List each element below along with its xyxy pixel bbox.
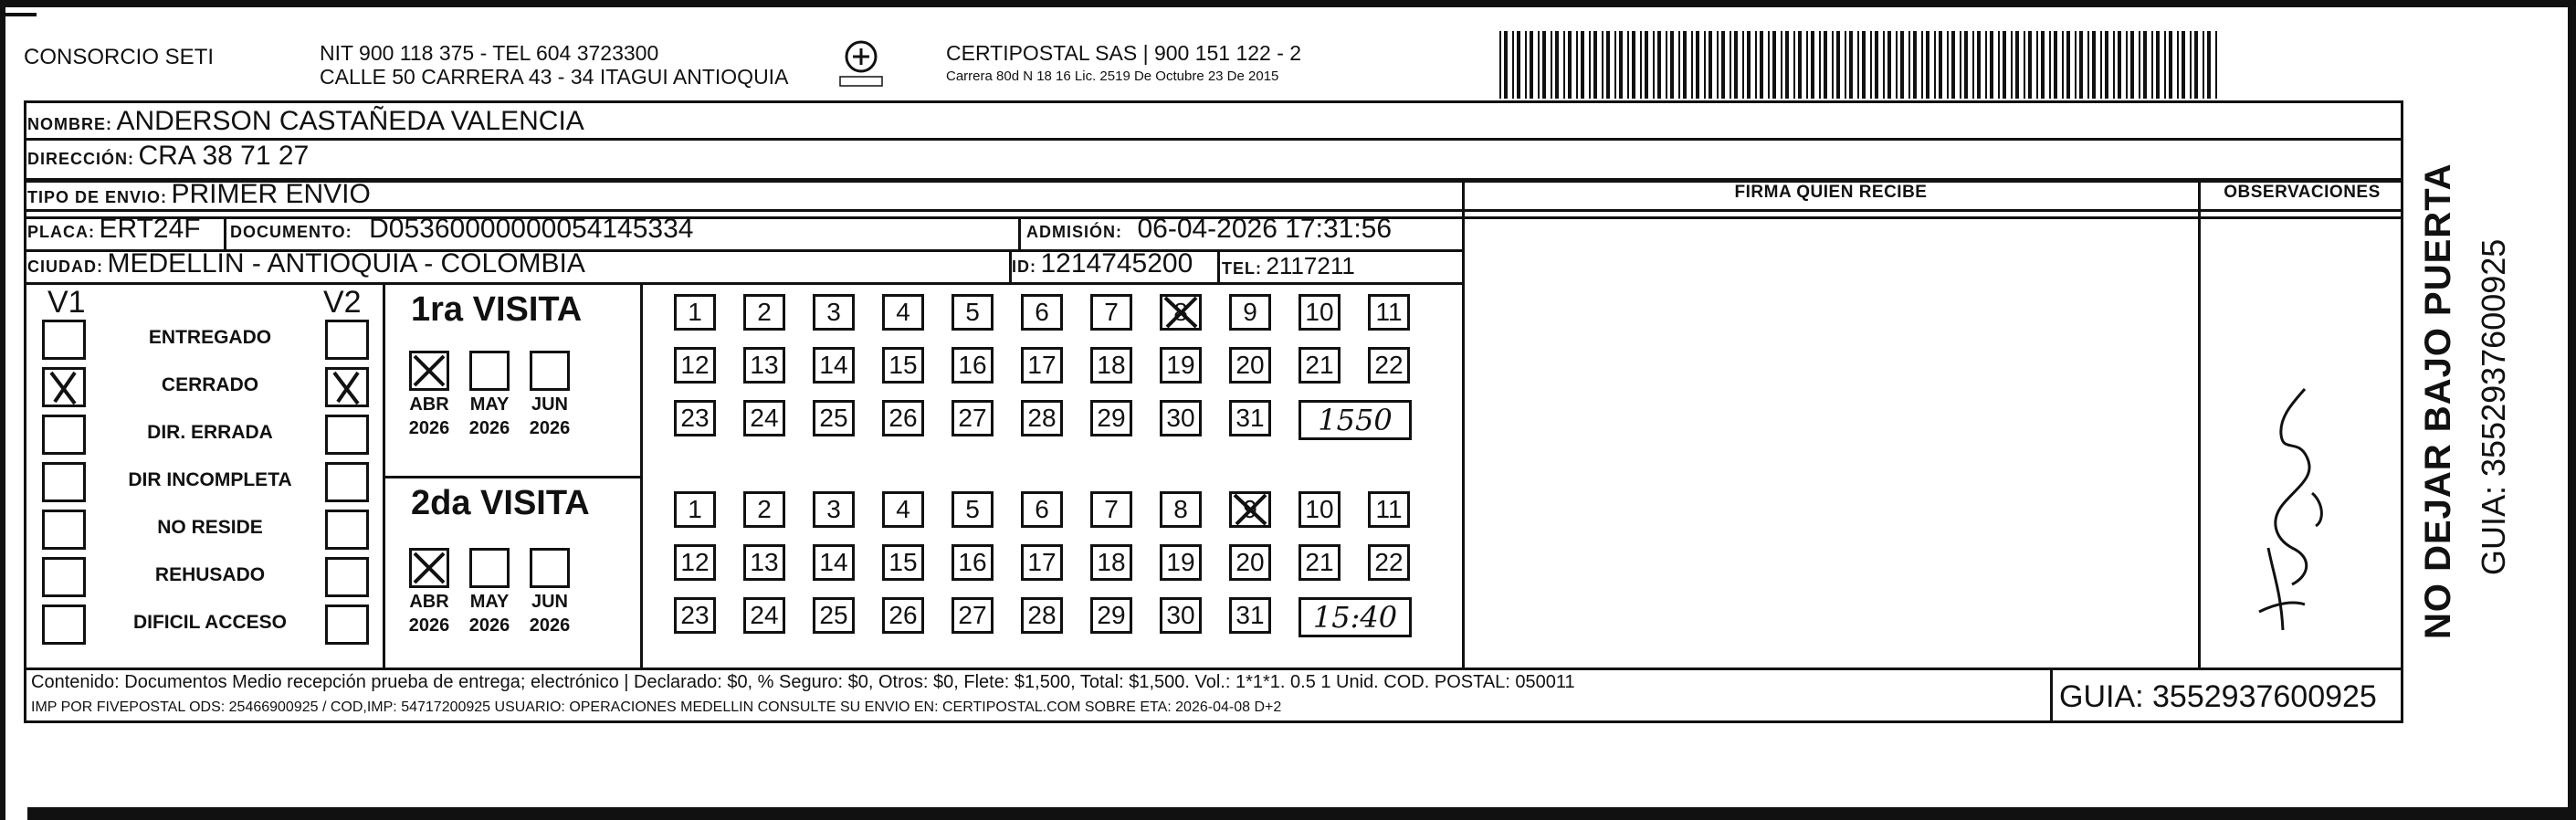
v1-status-checkbox[interactable]	[42, 510, 86, 550]
status-label: CERRADO	[161, 374, 259, 395]
day-box[interactable]: 30	[1160, 597, 1202, 634]
id-cell	[1012, 248, 1193, 279]
footer-print-info: IMP POR FIVEPOSTAL ODS: 25466900925 / COD,IMP: 54717200925 USUARIO: OPERACIONES MEDELLIN CONSULTE SU ENVIO EN: CERTIPOSTAL.COM SOBRE ETA: 2026-04-08 D+2	[31, 699, 1282, 715]
month-checkbox[interactable]	[469, 351, 510, 391]
month-checkbox[interactable]	[409, 548, 449, 588]
v1-status-checkbox[interactable]	[42, 415, 86, 455]
day-box[interactable]: 1	[674, 491, 716, 528]
day-box[interactable]: 23	[674, 400, 716, 436]
day-box[interactable]: 3	[813, 491, 855, 528]
day-box[interactable]: 14	[813, 347, 855, 384]
day-box[interactable]: 24	[743, 400, 785, 436]
status-label: DIR. ERRADA	[147, 422, 273, 443]
day-box[interactable]: 16	[952, 544, 994, 581]
day-box[interactable]: 1	[674, 294, 716, 331]
day-box[interactable]: 4	[882, 491, 924, 528]
day-box[interactable]: 21	[1299, 347, 1341, 384]
day-box[interactable]: 10	[1299, 491, 1341, 528]
day-box[interactable]: 26	[882, 597, 924, 634]
id-label: ID:	[1012, 258, 1036, 276]
month-label: ABR 2026	[408, 394, 450, 438]
day-box[interactable]: 20	[1229, 347, 1271, 384]
day-box[interactable]: 11	[1368, 294, 1410, 331]
day-box[interactable]: 15	[882, 347, 924, 384]
day-box[interactable]: 19	[1160, 544, 1202, 581]
v1-status-checkbox[interactable]	[42, 367, 86, 407]
visit-2-title: 2da VISITA	[411, 484, 590, 522]
day-box[interactable]: 27	[952, 400, 994, 436]
documento-cell	[230, 214, 693, 245]
month-checkbox[interactable]	[530, 548, 570, 588]
placa-value: ERT24F	[99, 214, 201, 244]
side-warning: NO DEJAR BAJO PUERTA	[2418, 163, 2458, 639]
id-value: 1214745200	[1040, 248, 1193, 279]
day-box[interactable]: 27	[952, 597, 994, 634]
admision-label: ADMISIÓN:	[1026, 223, 1122, 241]
v2-status-checkbox[interactable]	[325, 415, 369, 455]
v2-status-checkbox[interactable]	[325, 320, 369, 360]
day-box[interactable]: 6	[1021, 491, 1063, 528]
courier-license: Carrera 80d N 18 16 Lic. 2519 De Octubre 23 De 2015	[946, 68, 1279, 84]
firma-header: FIRMA QUIEN RECIBE	[1734, 183, 1928, 202]
day-box[interactable]: 8	[1160, 294, 1202, 331]
day-box[interactable]: 2	[743, 491, 785, 528]
day-box[interactable]: 19	[1160, 347, 1202, 384]
day-box[interactable]: 18	[1090, 347, 1132, 384]
page-top-edge	[0, 0, 2576, 7]
v2-status-checkbox[interactable]	[325, 510, 369, 550]
v1-status-checkbox[interactable]	[42, 320, 86, 360]
day-box[interactable]: 7	[1090, 294, 1132, 331]
tel-label: TEL:	[1222, 259, 1262, 278]
day-box[interactable]: 25	[813, 400, 855, 436]
signature	[2228, 365, 2338, 657]
month-checkbox[interactable]	[469, 548, 510, 588]
day-box[interactable]: 9	[1229, 294, 1271, 331]
day-box[interactable]: 31	[1229, 597, 1271, 634]
day-box[interactable]: 22	[1368, 347, 1410, 384]
nombre-label: NOMBRE:	[27, 115, 112, 133]
day-box[interactable]: 29	[1090, 597, 1132, 634]
v2-label: V2	[323, 285, 362, 320]
documento-value: D05360000000054145334	[369, 214, 694, 244]
placa-label: PLACA:	[27, 223, 95, 241]
status-label: REHUSADO	[154, 564, 266, 585]
day-box[interactable]: 16	[952, 347, 994, 384]
footer-contents: Contenido: Documentos Medio recepción prueba de entrega; electrónico | Declarado: $0, % Seguro: $0, Otros: $0, Flete: $1,500, Total: $1,500. Vol.: 1*1*1. 0.5 1 Unid. COD. POSTAL: 050011	[31, 672, 1575, 692]
day-box[interactable]: 5	[952, 294, 994, 331]
day-box[interactable]: 15	[882, 544, 924, 581]
certipostal-logo	[836, 37, 886, 93]
direccion-row	[27, 141, 309, 172]
day-box[interactable]: 30	[1160, 400, 1202, 436]
direccion-label: DIRECCIÓN:	[27, 150, 134, 168]
v1-status-checkbox[interactable]	[42, 557, 86, 597]
footer-guia: GUIA: 3552937600925	[2059, 679, 2377, 714]
side-guia: GUIA: 3552937600925	[2475, 238, 2512, 575]
tel-value: 2117211	[1266, 252, 1355, 279]
day-box[interactable]: 22	[1368, 544, 1410, 581]
nombre-row	[27, 106, 584, 137]
day-box[interactable]: 9	[1229, 491, 1271, 528]
month-checkbox[interactable]	[530, 351, 570, 391]
tel-cell	[1222, 250, 1355, 281]
visit-time: 15:40	[1299, 597, 1412, 637]
nombre-value: ANDERSON CASTAÑEDA VALENCIA	[116, 106, 584, 136]
documento-label: DOCUMENTO:	[230, 223, 352, 241]
month-label: JUN 2026	[529, 592, 571, 636]
day-box[interactable]: 10	[1299, 294, 1341, 331]
day-box[interactable]: 29	[1090, 400, 1132, 436]
day-box[interactable]: 17	[1021, 544, 1063, 581]
visit-time: 1550	[1299, 400, 1412, 440]
day-box[interactable]: 2	[743, 294, 785, 331]
v2-status-checkbox[interactable]	[325, 462, 369, 502]
day-box[interactable]: 13	[743, 347, 785, 384]
status-label: DIFICIL ACCESO	[132, 612, 287, 633]
month-label: ABR 2026	[408, 592, 450, 636]
direccion-value: CRA 38 71 27	[138, 141, 310, 171]
page-corner-mark	[0, 13, 37, 16]
day-box[interactable]: 7	[1090, 491, 1132, 528]
tipo-row	[27, 179, 371, 210]
tipo-label: TIPO DE ENVIO:	[27, 188, 168, 206]
page-right-edge	[2568, 0, 2576, 820]
placa-cell	[27, 214, 201, 245]
visit-1-title: 1ra VISITA	[411, 290, 583, 329]
day-box[interactable]: 18	[1090, 544, 1132, 581]
day-box[interactable]: 5	[952, 491, 994, 528]
v1-label: V1	[47, 285, 86, 320]
nit-tel: NIT 900 118 375 - TEL 604 3723300	[320, 41, 659, 65]
page-left-edge	[0, 0, 5, 820]
month-label: MAY 2026	[468, 394, 510, 438]
v1-status-checkbox[interactable]	[42, 604, 86, 645]
day-box[interactable]: 31	[1229, 400, 1271, 436]
ciudad-value: MEDELLIN - ANTIOQUIA - COLOMBIA	[107, 248, 585, 279]
status-label: DIR INCOMPLETA	[128, 469, 292, 490]
day-box[interactable]: 6	[1021, 294, 1063, 331]
v2-status-checkbox[interactable]	[325, 367, 369, 407]
month-label: MAY 2026	[468, 592, 510, 636]
day-box[interactable]: 28	[1021, 597, 1063, 634]
status-label: NO RESIDE	[157, 517, 263, 538]
day-box[interactable]: 28	[1021, 400, 1063, 436]
day-box[interactable]: 12	[674, 544, 716, 581]
v2-status-checkbox[interactable]	[325, 604, 369, 645]
admision-value: 06-04-2026 17:31:56	[1137, 214, 1393, 244]
ciudad-cell	[27, 248, 585, 279]
day-box[interactable]: 20	[1229, 544, 1271, 581]
day-box[interactable]: 4	[882, 294, 924, 331]
day-box[interactable]: 24	[743, 597, 785, 634]
day-box[interactable]: 21	[1299, 544, 1341, 581]
status-label: ENTREGADO	[148, 327, 272, 348]
day-box[interactable]: 13	[743, 544, 785, 581]
company-address: CALLE 50 CARRERA 43 - 34 ITAGUI ANTIOQUIA	[320, 65, 789, 89]
v2-status-checkbox[interactable]	[325, 557, 369, 597]
day-box[interactable]: 12	[674, 347, 716, 384]
day-box[interactable]: 25	[813, 597, 855, 634]
day-box[interactable]: 14	[813, 544, 855, 581]
tipo-value: PRIMER ENVIO	[171, 179, 371, 209]
barcode	[1498, 31, 2228, 99]
day-box[interactable]: 23	[674, 597, 716, 634]
company-name: CONSORCIO SETI	[24, 45, 215, 69]
ciudad-label: CIUDAD:	[27, 258, 103, 276]
page-bottom-edge	[27, 807, 2576, 820]
day-box[interactable]: 17	[1021, 347, 1063, 384]
day-box[interactable]: 26	[882, 400, 924, 436]
day-box[interactable]: 8	[1160, 491, 1202, 528]
admision-cell	[1026, 214, 1392, 245]
courier-info: CERTIPOSTAL SAS | 900 151 122 - 2	[946, 41, 1302, 65]
month-label: JUN 2026	[529, 394, 571, 438]
day-box[interactable]: 11	[1368, 491, 1410, 528]
observaciones-header: OBSERVACIONES	[2224, 183, 2381, 202]
day-box[interactable]: 3	[813, 294, 855, 331]
month-checkbox[interactable]	[409, 351, 449, 391]
v1-status-checkbox[interactable]	[42, 462, 86, 502]
